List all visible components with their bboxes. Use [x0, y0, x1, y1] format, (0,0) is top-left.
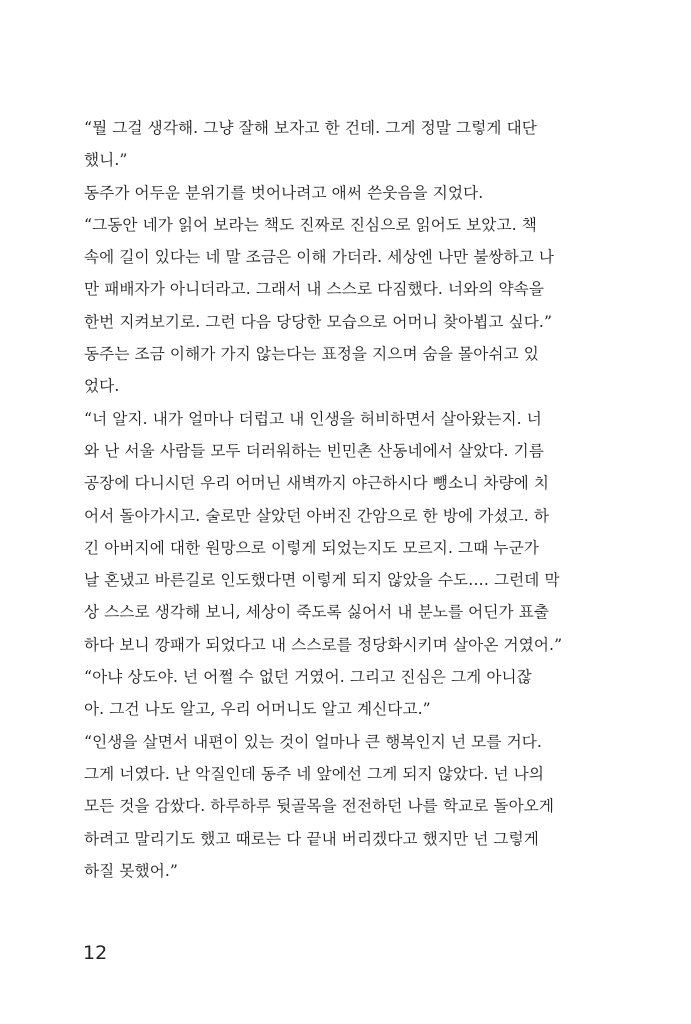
text-line: 모든 것을 감쌌다. 하루하루 뒷골목을 전전하던 나를 학교로 돌아오게 — [84, 797, 555, 816]
text-line: 동주가 어두운 분위기를 벗어나려고 애써 쓴웃음을 지었다. — [84, 183, 484, 202]
text-line: 동주는 조금 이해가 가지 않는다는 표정을 지으며 숨을 몰아쉬고 있 — [84, 345, 539, 364]
text-line: 하질 못했어.” — [84, 861, 179, 880]
text-line: 그게 너였다. 난 악질인데 동주 네 앞에선 그게 되지 않았다. 넌 나의 — [84, 764, 544, 783]
text-line: 만 패배자가 아니더라고. 그래서 내 스스로 다짐했다. 너와의 약속을 — [84, 280, 544, 299]
text-line: 속에 길이 있다는 네 말 조금은 이해 가더라. 세상엔 나만 불쌍하고 나 — [84, 248, 555, 267]
text-line: 공장에 다니시던 우리 어머닌 새벽까지 야근하시다 뺑소니 차량에 치 — [84, 474, 550, 493]
text-line: 긴 아버지에 대한 원망으로 이렇게 되었는지도 모르지. 그때 누군가 — [84, 538, 539, 557]
text-line: 와 난 서울 사람들 모두 더러워하는 빈민촌 산동네에서 살았다. 기름 — [84, 441, 544, 460]
text-line: 어서 돌아가시고. 술로만 살았던 아버진 간암으로 한 방에 가셨고. 하 — [84, 506, 550, 525]
text-line: 했니.” — [84, 151, 128, 170]
text-line: 하려고 말리기도 했고 때로는 다 끝내 버리겠다고 했지만 넌 그렇게 — [84, 829, 539, 848]
text-line: 날 혼냈고 바른길로 인도했다면 이렇게 되지 않았을 수도…. 그런데 막 — [84, 571, 560, 590]
text-line: 하다 보니 깡패가 되었다고 내 스스로를 정당화시키며 살아온 거였어.” — [84, 635, 563, 654]
text-line: 한번 지켜보기로. 그런 다음 당당한 모습으로 어머니 찾아뵙고 싶다.” — [84, 312, 553, 331]
text-line: “인생을 살면서 내편이 있는 것이 얼마나 큰 행복인지 넌 모를 거다. — [84, 732, 542, 751]
text-line: 아. 그건 나도 알고, 우리 어머니도 알고 계신다고.” — [84, 700, 431, 719]
text-line: “너 알지. 내가 얼마나 더럽고 내 인생을 허비하면서 살아왔는지. 너 — [84, 409, 542, 428]
page-number: 12 — [83, 942, 108, 964]
text-line: “아냐 상도야. 넌 어쩔 수 없던 거였어. 그리고 진심은 그게 아니잖 — [84, 668, 532, 687]
page-body — [84, 112, 604, 887]
text-line: “그동안 네가 읽어 보라는 책도 진짜로 진심으로 읽어도 보았고. 책 — [84, 215, 537, 234]
text-line: 었다. — [84, 377, 120, 396]
text-line: “뭘 그걸 생각해. 그냥 잘해 보자고 한 건데. 그게 정말 그렇게 대단 — [84, 119, 537, 137]
text-line: 상 스스로 생각해 보니, 세상이 죽도록 싫어서 내 분노를 어딘가 표출 — [84, 603, 550, 622]
